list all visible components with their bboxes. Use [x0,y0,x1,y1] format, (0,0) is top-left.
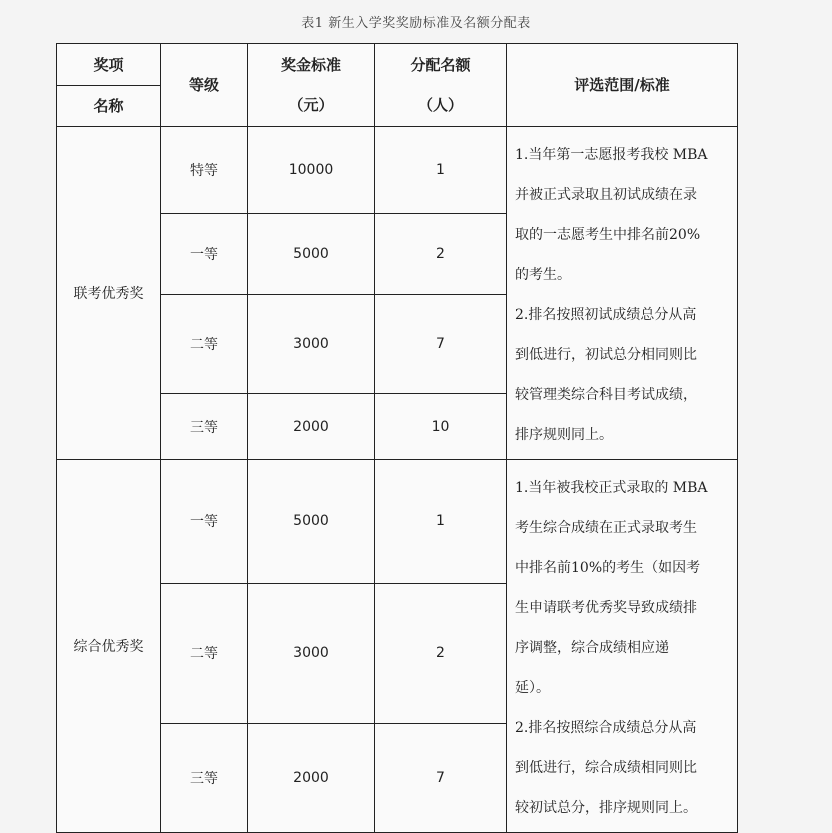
amount-cell: 3000 [248,583,375,723]
amount-cell: 5000 [248,460,375,584]
award-group-name: 综合优秀奖 [57,460,161,833]
criteria-line: 中排名前10%的考生（如因考 [515,560,701,576]
award-table [56,43,738,833]
criteria-cell [507,127,738,460]
level-cell: 一等 [161,214,248,295]
table-caption: 表1 新生入学奖奖励标准及名额分配表 [301,16,531,31]
header-award-name-bottom: 名称 [57,86,161,127]
amount-cell: 2000 [248,723,375,832]
table-row [57,127,738,214]
quota-cell: 1 [375,460,507,584]
level-cell: 一等 [161,460,248,584]
header-amount-line1: 奖金标准 [280,56,341,74]
header-award-name-top: 奖项 [57,44,161,86]
criteria-line: 较初试总分，排序规则同上。 [515,800,697,816]
criteria-line: 2.排名按照初试成绩总分从高 [515,307,697,323]
criteria-line: 考生综合成绩在正式录取考生 [515,520,697,536]
quota-cell: 1 [375,127,507,214]
criteria-line: 较管理类综合科目考试成绩， [515,387,697,403]
quota-cell: 10 [375,394,507,460]
criteria-line: 并被正式录取且初试成绩在录 [515,187,697,203]
level-cell: 三等 [161,394,248,460]
amount-cell: 5000 [248,214,375,295]
criteria-line: 生申请联考优秀奖导致成绩排 [515,600,697,616]
quota-cell: 7 [375,723,507,832]
criteria-line: 序调整，综合成绩相应递 [515,640,669,656]
header-quota-line2: （人） [417,96,463,114]
level-cell: 三等 [161,723,248,832]
header-criteria: 评选范围/标准 [507,44,738,127]
amount-cell: 10000 [248,127,375,214]
header-quota-line1: 分配名额 [410,56,471,74]
header-amount [248,44,375,127]
criteria-line: 1.当年被我校正式录取的 MBA [515,480,708,496]
quota-cell: 2 [375,214,507,295]
criteria-line: 取的一志愿考生中排名前20% [515,227,701,243]
amount-cell: 2000 [248,394,375,460]
level-cell: 二等 [161,295,248,394]
header-amount-line2: （元） [288,96,334,114]
criteria-line: 到低进行，综合成绩相同则比 [515,760,697,776]
level-cell: 二等 [161,583,248,723]
header-level: 等级 [161,44,248,127]
quota-cell: 2 [375,583,507,723]
criteria-line: 排序规则同上。 [515,427,613,443]
criteria-line: 的考生。 [515,267,571,283]
header-quota [375,44,507,127]
amount-cell: 3000 [248,295,375,394]
level-cell: 特等 [161,127,248,214]
criteria-line: 2.排名按照综合成绩总分从高 [515,720,697,736]
criteria-line: 1.当年第一志愿报考我校 MBA [515,147,708,163]
criteria-line: 延）。 [515,680,550,696]
criteria-cell [507,460,738,833]
criteria-line: 到低进行，初试总分相同则比 [515,347,697,363]
award-group-name: 联考优秀奖 [57,127,161,460]
table-row [57,460,738,584]
quota-cell: 7 [375,295,507,394]
